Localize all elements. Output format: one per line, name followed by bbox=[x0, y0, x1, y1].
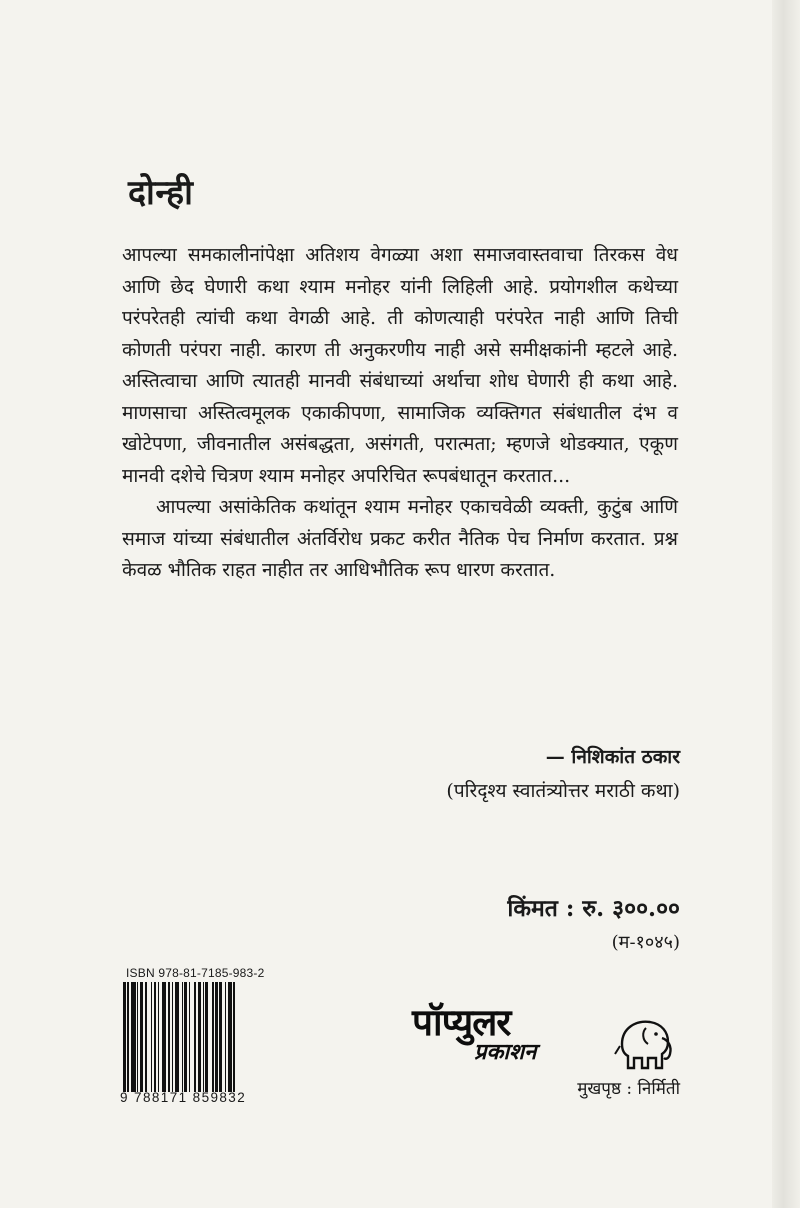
attribution-name: — निशिकांत ठकार bbox=[545, 746, 680, 768]
barcode-digits: 9 788171 859832 bbox=[120, 1090, 247, 1105]
blurb bbox=[122, 240, 678, 587]
isbn-label: ISBN 978-81-7185-983-2 bbox=[126, 966, 265, 980]
price-block bbox=[360, 890, 680, 958]
cover-design-credit: मुखपृष्ठ : निर्मिती bbox=[577, 1079, 680, 1099]
elephant-icon bbox=[612, 1014, 674, 1072]
price: किंमत : रु. ३००.०० bbox=[507, 895, 680, 922]
blurb-paragraph-2: आपल्या असांकेतिक कथांतून श्याम मनोहर एकाचवेळी व्यक्ती, कुटुंब आणि समाज यांच्या संबंधातील अंतर्विरोध प्रकट करीत नैतिक पेच निर्माण करतात. प्रश्न केवळ भौतिक राहत नाहीत तर आधिभौतिक रूप धारण करतात. bbox=[122, 496, 678, 581]
publisher-name: पॉप्युलर bbox=[412, 1000, 511, 1044]
publisher-logo bbox=[412, 1002, 682, 1074]
attribution-source: (परिदृश्य स्वातंत्र्योत्तर मराठी कथा) bbox=[446, 780, 680, 802]
barcode-bar bbox=[235, 982, 238, 1092]
barcode bbox=[123, 982, 283, 1092]
attribution bbox=[300, 740, 680, 808]
publisher-subname: प्रकाशन bbox=[474, 1039, 537, 1065]
catalog-code: (म-१०४५) bbox=[611, 932, 680, 953]
blurb-paragraph-1: आपल्या समकालीनांपेक्षा अतिशय वेगळ्या अशा समाजवास्तवाचा तिरकस वेध आणि छेद घेणारी कथा श्याम मनोहर यांनी लिहिली आहे. प्रयोगशील कथेच्या परंपरेतही त्यांची कथा वेगळी आहे. ती कोणत्याही परंपरेत नाही आणि तिची कोणती परंपरा नाही. कारण ती अनुकरणीय नाही असे समीक्षकांनी म्हटले आहे. अस्तित्वाचा आणि त्यातही मानवी संबंधाच्यां अर्थाचा शोध घेणारी ही कथा आहे. माणसाचा अस्तित्वमूलक एकाकीपणा, सामाजिक व्यक्तिगत संबंधातील दंभ व खोटेपणा, जीवनातील असंबद्धता, असंगती, परात्मता; म्हणजे थोडक्यात, एकूण मानवी दशेचे चित्रण श्याम मनोहर अपरिचित रूपबंधातून करतात... bbox=[122, 244, 678, 487]
book-title: दोन्ही bbox=[128, 173, 194, 213]
page-edge bbox=[772, 0, 800, 1208]
